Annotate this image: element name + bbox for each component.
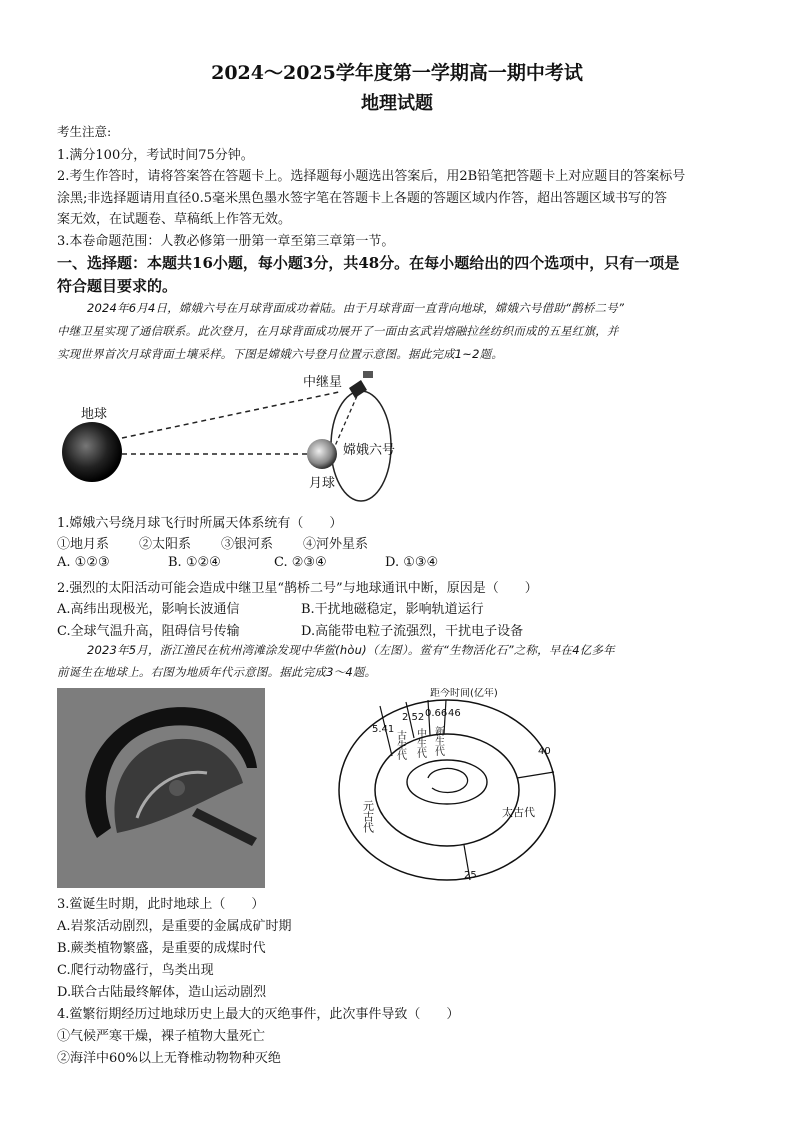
q4-item: ②海洋中60%以上无脊椎动物物种灭绝 [57,1051,281,1066]
relay-probe-link [335,396,357,446]
axis-title: 距今时间(亿年) [430,688,498,699]
tick-label: 40 [538,746,551,757]
section-heading: 一、选择题：本题共16小题，每小题3分，共48分。在每小题给出的四个选项中，只有一项是 [57,254,680,272]
inner-ring [407,760,487,804]
tick-label: 2.52 [402,712,425,723]
notice-item: 2.考生作答时，请将答案答在答题卡上。选择题每小题选出答案后，用2B铅笔把答题卡上对应题目的答案标号 [57,169,686,184]
q4-item: ①气候严寒干燥，裸子植物大量死亡 [57,1029,266,1044]
relay-satellite-icon [349,371,373,398]
exam-subtitle: 地理试题 [361,93,433,114]
exam-title: 2024～2025学年度第一学期高一期中考试 [211,62,583,84]
notice-item: 案无效，在试题卷、草稿纸上作答无效。 [57,212,292,227]
q3-option-a[interactable]: A.岩浆活动剧烈，是重要的金属成矿时期 [57,919,292,934]
q1-item: ②太阳系 [139,537,192,552]
q1-option-a[interactable]: A. ①②③ [57,555,110,570]
passage-line: 中继卫星实现了通信联系。此次登月，在月球背面成功展开了一面由玄武岩熔融拉丝纺织而成的五星红旗，并 [57,324,619,338]
earth-globe [62,422,122,482]
tick-label: 0.66 [425,708,448,719]
notice-item: 涂黑;非选择题请用直径0.5毫米黑色墨水签字笔在答题卡上各题的答题区域内作答，超出答题区域书写的答 [57,191,668,206]
earth-label: 地球 [81,407,108,422]
era-label-proterozoic: 元古代 [361,800,375,833]
probe-label: 嫦娥六号 [343,443,396,458]
q2-option-d[interactable]: D.高能带电粒子流强烈，干扰电子设备 [301,624,524,639]
q1-option-d[interactable]: D. ①③④ [385,555,439,570]
q3-stem: 3.鲎诞生时期，此时地球上（ ） [57,897,265,912]
passage-line: 实现世界首次月球背面土壤采样。下图是嫦娥六号登月位置示意图。据此完成1~2题。 [57,347,504,361]
era-label-paleozoic: 古生代 [394,730,406,760]
tick-label: 5.41 [372,724,395,735]
section-heading-cont: 符合题目要求的。 [57,277,178,295]
earth-relay-link [122,392,339,438]
q4-stem: 4.鲎繁衍期经历过地球历史上最大的灭绝事件，此次事件导致（ ） [57,1007,460,1022]
q1-items [57,533,368,552]
q1-option-b[interactable]: B. ①②④ [168,555,221,570]
q1-item: ④河外星系 [303,537,369,552]
q3-option-d[interactable]: D.联合古陆最终解体，造山运动剧烈 [57,985,267,1000]
q3-option-c[interactable]: C.爬行动物盛行，鸟类出现 [57,963,214,978]
era-label-cenozoic: 新生代 [432,726,444,756]
passage-line: 前诞生在地球上。右图为地质年代示意图。据此完成3～4题。 [57,665,377,679]
moon-label: 月球 [309,476,336,491]
passage-line: 2023年5月，浙江渔民在杭州湾滩涂发现中华鲎(hòu)（左图）。鲎有“生物活化石”之称，早在4亿多年 [87,643,615,657]
lunar-position-figure [57,366,417,506]
q2-option-a[interactable]: A.高纬出现极光，影响长波通信 [57,602,240,617]
era-label-archean: 太古代 [502,806,535,819]
tick-label: 46 [448,708,461,719]
q2-option-c[interactable]: C.全球气温升高，阻碍信号传输 [57,624,240,639]
divider-40 [517,772,554,778]
q1-item: ③银河系 [221,537,274,552]
passage-line: 2024年6月4日，嫦娥六号在月球背面成功着陆。由于月球背面一直背向地球，嫦娥六号借助“鹊桥二号” [87,301,625,315]
q1-item: ①地月系 [57,537,110,552]
moon-globe [307,439,337,469]
notice-item: 3.本卷命题范围：人教必修第一册第一章至第三章第一节。 [57,234,395,249]
geologic-time-chart [332,688,562,888]
era-label-mesozoic: 中生代 [414,728,426,758]
q1-stem: 1.嫦娥六号绕月球飞行时所属天体系统有（ ） [57,516,343,531]
q1-option-c[interactable]: C. ②③④ [274,555,327,570]
q2-stem: 2.强烈的太阳活动可能会造成中继卫星“鹊桥二号”与地球通讯中断，原因是（ ） [57,581,538,596]
notice-item: 1.满分100分，考试时间75分钟。 [57,148,254,163]
q1-options [57,555,438,570]
tick-label: 25 [464,870,477,881]
cycle-arrow [428,768,468,792]
q2-option-b[interactable]: B.干扰地磁稳定，影响轨道运行 [301,602,484,617]
notice-heading: 考生注意: [57,124,112,139]
horseshoe-crab-photo [57,688,265,888]
q3-option-b[interactable]: B.蕨类植物繁盛，是重要的成煤时代 [57,941,266,956]
relay-label: 中继星 [303,375,343,390]
